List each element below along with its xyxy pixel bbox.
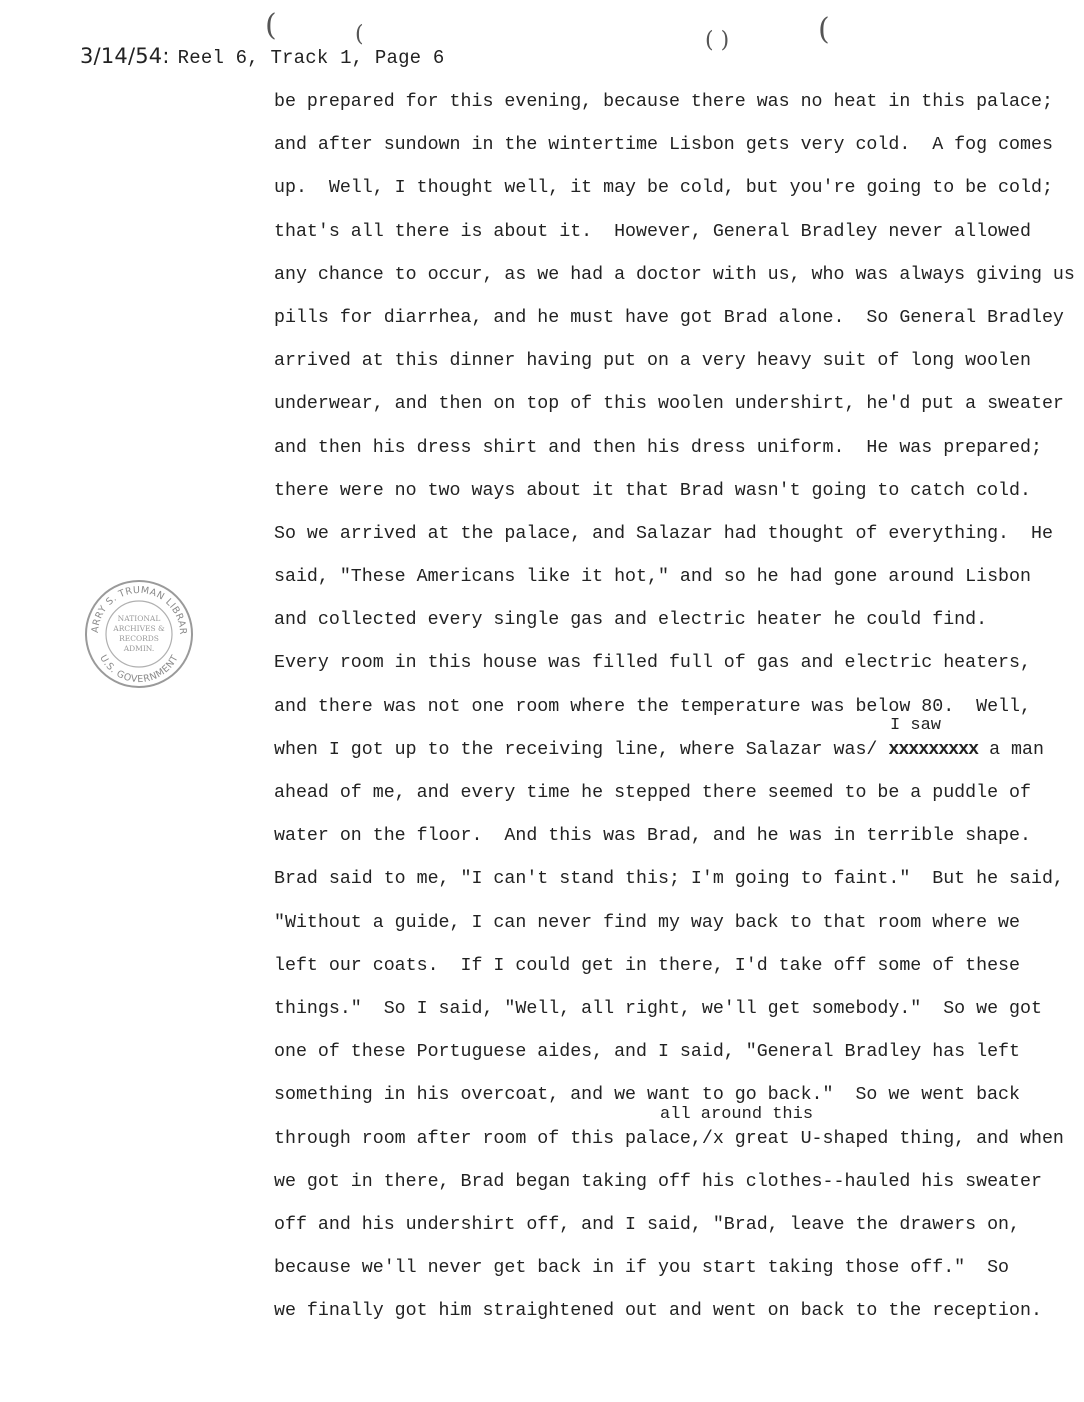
stamp-inner-line: NATIONAL	[117, 614, 161, 623]
text-line: and collected every single gas and electric heater he could find.	[274, 610, 988, 631]
text-line: left our coats. If I could get in there, I'd take off some of these	[274, 955, 1020, 976]
page-header	[80, 44, 444, 69]
stamp-inner-line: ADMIN.	[123, 644, 155, 653]
text-line: one of these Portuguese aides, and I said, "General Bradley has left	[274, 1042, 1020, 1063]
margin-mark: (	[818, 12, 830, 47]
transcript-body	[274, 90, 1075, 1342]
text-line: that's all there is about it. However, General Bradley never allowed	[274, 221, 1031, 242]
text-segment: a man	[978, 739, 1044, 760]
text-line-with-correction	[274, 715, 1064, 781]
margin-mark: (	[355, 22, 364, 47]
interlinear-insertion: I saw	[890, 715, 942, 735]
text-line: things." So I said, "Well, all right, we'll get somebody." So we got	[274, 998, 1042, 1019]
text-line: and then his dress shirt and then his dress uniform. He was prepared;	[274, 437, 1042, 458]
text-line: said, "These Americans like it hot," and so he had gone around Lisbon	[274, 567, 1031, 588]
stamp-inner-line: RECORDS	[119, 634, 159, 643]
text-segment: when I got up to the receiving line, where Salazar was/	[274, 739, 889, 760]
header-date: 3/14/54:	[80, 44, 170, 68]
text-line: arrived at this dinner having put on a very heavy suit of long woolen	[274, 351, 1031, 372]
text-line: off and his undershirt off, and I said, "Brad, leave the drawers on,	[274, 1214, 1020, 1235]
text-line: Brad said to me, "I can't stand this; I'm going to faint." But he said,	[274, 869, 1064, 890]
text-line: Every room in this house was filled full of gas and electric heaters,	[274, 653, 1031, 674]
text-line: be prepared for this evening, because there was no heat in this palace;	[274, 92, 1053, 112]
text-line: there were no two ways about it that Brad wasn't going to catch cold.	[274, 480, 1031, 501]
text-line: we finally got him straightened out and went on back to the reception.	[274, 1301, 1042, 1322]
text-line: So we arrived at the palace, and Salazar had thought of everything. He	[274, 523, 1053, 544]
stamp-inner-line: ARCHIVES &	[113, 624, 165, 633]
text-line: because we'll never get back in if you start taking those off." So	[274, 1258, 1010, 1279]
text-line: we got in there, Brad began taking off his clothes--hauled his sweater	[274, 1171, 1042, 1192]
svg-text:U.S. GOVERNMENT	[97, 653, 181, 685]
text-line: up. Well, I thought well, it may be cold, but you're going to be cold;	[274, 178, 1053, 199]
text-line: any chance to occur, as we had a doctor with us, who was always giving us	[274, 264, 1075, 285]
margin-mark: ( )	[705, 28, 730, 53]
stamp-text-top: ARRY S. TRUMAN LIBRAR	[89, 584, 189, 635]
text-line-with-correction	[274, 1104, 1064, 1170]
margin-mark: (	[265, 8, 277, 43]
struck-out-text: xxxxxxxxx	[888, 739, 979, 760]
text-line: and after sundown in the wintertime Lisbon gets very cold. A fog comes	[274, 135, 1053, 156]
text-segment: through room after room of this palace,/x great U-shaped thing, and when	[274, 1128, 1064, 1149]
text-line: "Without a guide, I can never find my way back to that room where we	[274, 912, 1020, 933]
text-line: water on the floor. And this was Brad, and he was in terrible shape.	[274, 826, 1031, 847]
header-reel-track-page: Reel 6, Track 1, Page 6	[177, 47, 445, 69]
text-line: underwear, and then on top of this woolen undershirt, he'd put a sweater	[274, 394, 1064, 415]
interlinear-insertion: all around this	[660, 1104, 814, 1124]
text-line: ahead of me, and every time he stepped there seemed to be a puddle of	[274, 783, 1031, 803]
text-line: and there was not one room where the temperature was below 80. Well,	[274, 696, 1031, 717]
text-line: something in his overcoat, and we want to go back." So we went back	[274, 1085, 1020, 1106]
stamp-text-bottom: U.S. GOVERNMENT	[97, 653, 181, 686]
text-line: pills for diarrhea, and he must have got Brad alone. So General Bradley	[274, 307, 1064, 328]
archive-stamp	[82, 577, 196, 691]
